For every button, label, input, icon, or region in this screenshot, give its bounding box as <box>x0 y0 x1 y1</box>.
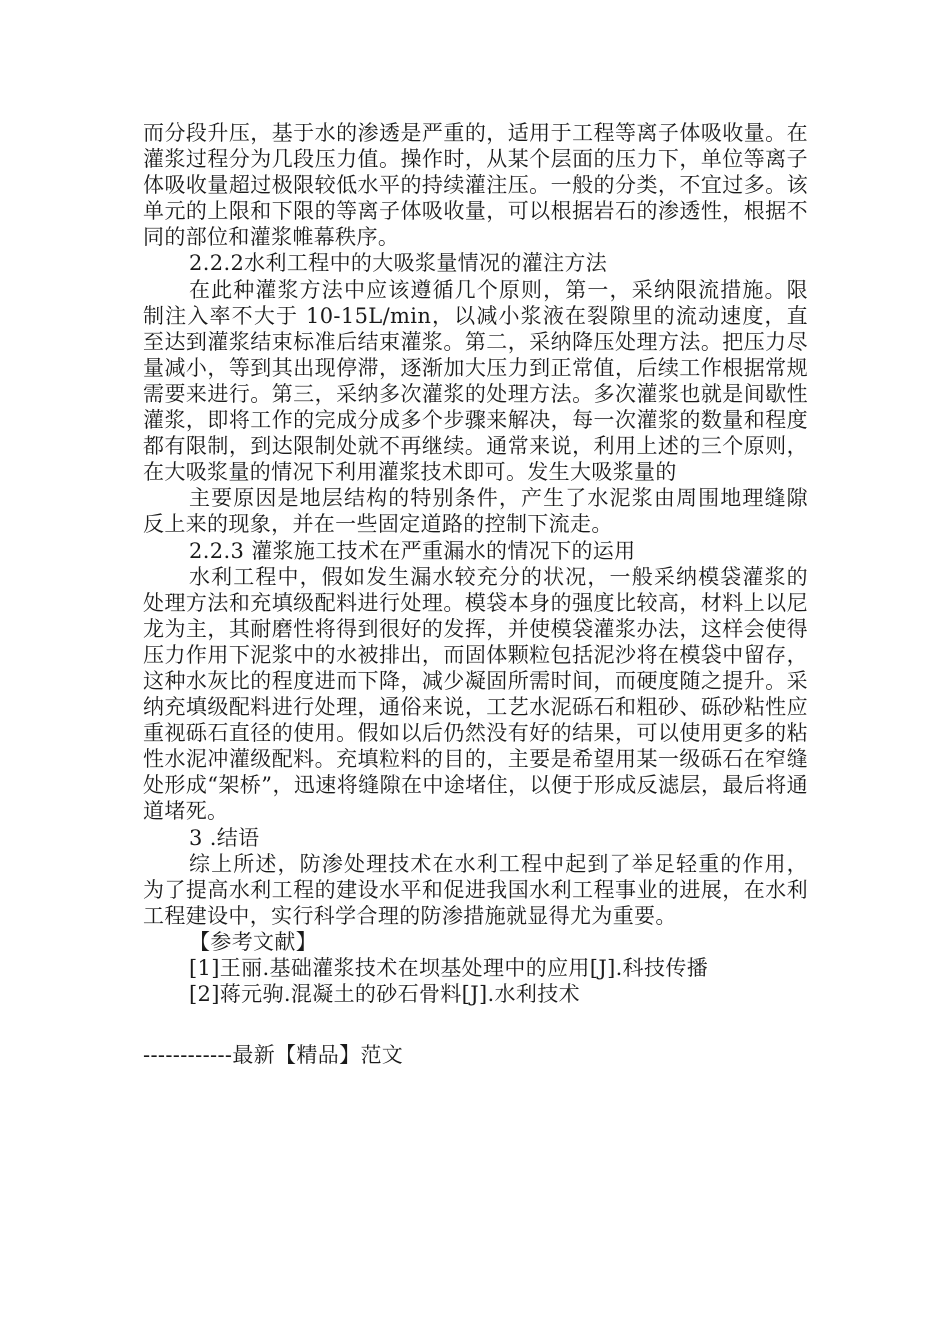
paragraph-continued: 而分段升压，基于水的渗透是严重的，适用于工程等离子体吸收量。在灌浆过程分为几段压力值。操作时，从某个层面的压力下，单位等离子体吸收量超过极限较低水平的持续灌注压。一般的分类，不宜过多。该单元的上限和下限的等离子体吸收量，可以根据岩石的渗透性，根据不同的部位和灌浆帷幕秩序。 <box>143 121 808 250</box>
document-body <box>143 120 808 1007</box>
page-footer: ------------最新【精品】范文 <box>143 1043 404 1067</box>
section-heading-conclusion: 3 .结语 <box>189 825 260 850</box>
paragraph-leakage-methods: 水利工程中，假如发生漏水较充分的状况，一般采纳模袋灌浆的处理方法和充填级配料进行处理。模袋本身的强度比较高，材料上以尼龙为主，其耐磨性将得到很好的发挥，并使模袋灌浆办法，这样会使得压力作用下泥浆中的水被排出，而固体颗粒包括泥沙将在模袋中留存，这种水灰比的程度进而下降，减少凝固所需时间，而硬度随之提升。采纳充填级配料进行处理，通俗来说，工艺水泥砾石和粗砂、砾砂粘性应重视砾石直径的使用。假如以后仍然没有好的结果，可以使用更多的粘性水泥冲灌级配料。充填粒料的目的，主要是希望用某一级砾石在窄缝处形成“架桥”，迅速将缝隙在中途堵住，以便于形成反滤层，最后将通道堵死。 <box>143 564 808 824</box>
references-heading: 【参考文献】 <box>189 929 318 954</box>
section-heading-2-2-2: 2.2.2水利工程中的大吸浆量情况的灌注方法 <box>189 251 608 276</box>
paragraph-large-grout-cause: 主要原因是地层结构的特别条件，产生了水泥浆由周围地理缝隙反上来的现象，并在一些固定道路的控制下流走。 <box>143 486 808 537</box>
paragraph-conclusion: 综上所述，防渗处理技术在水利工程中起到了举足轻重的作用，为了提高水利工程的建设水平和促进我国水利工程事业的进展，在水利工程建设中，实行科学合理的防渗措施就显得尤为重要。 <box>143 851 808 928</box>
paragraph-large-grout-principles: 在此种灌浆方法中应该遵循几个原则，第一，采纳限流措施。限制注入率不大于 10-15L/min，以减小浆液在裂隙里的流动速度，直至达到灌浆结束标准后结束灌浆。第二，采纳降压处理方法。把压力尽量减小，等到其出现停滞，逐渐加大压力到正常值，后续工作根据常规需要来进行。第三，采纳多次灌浆的处理方法。多次灌浆也就是间歇性灌浆，即将工作的完成分成多个步骤来解决，每一次灌浆的数量和程度都有限制，到达限制处就不再继续。通常来说，利用上述的三个原则，在大吸浆量的情况下利用灌浆技术即可。发生大吸浆量的 <box>143 277 808 485</box>
reference-item-1: [1]王丽.基础灌浆技术在坝基处理中的应用[J].科技传播 <box>189 956 709 980</box>
section-heading-2-2-3: 2.2.3 灌浆施工技术在严重漏水的情况下的运用 <box>189 538 636 563</box>
reference-item-2: [2]蒋元驹.混凝土的砂石骨料[J].水利技术 <box>189 982 580 1007</box>
